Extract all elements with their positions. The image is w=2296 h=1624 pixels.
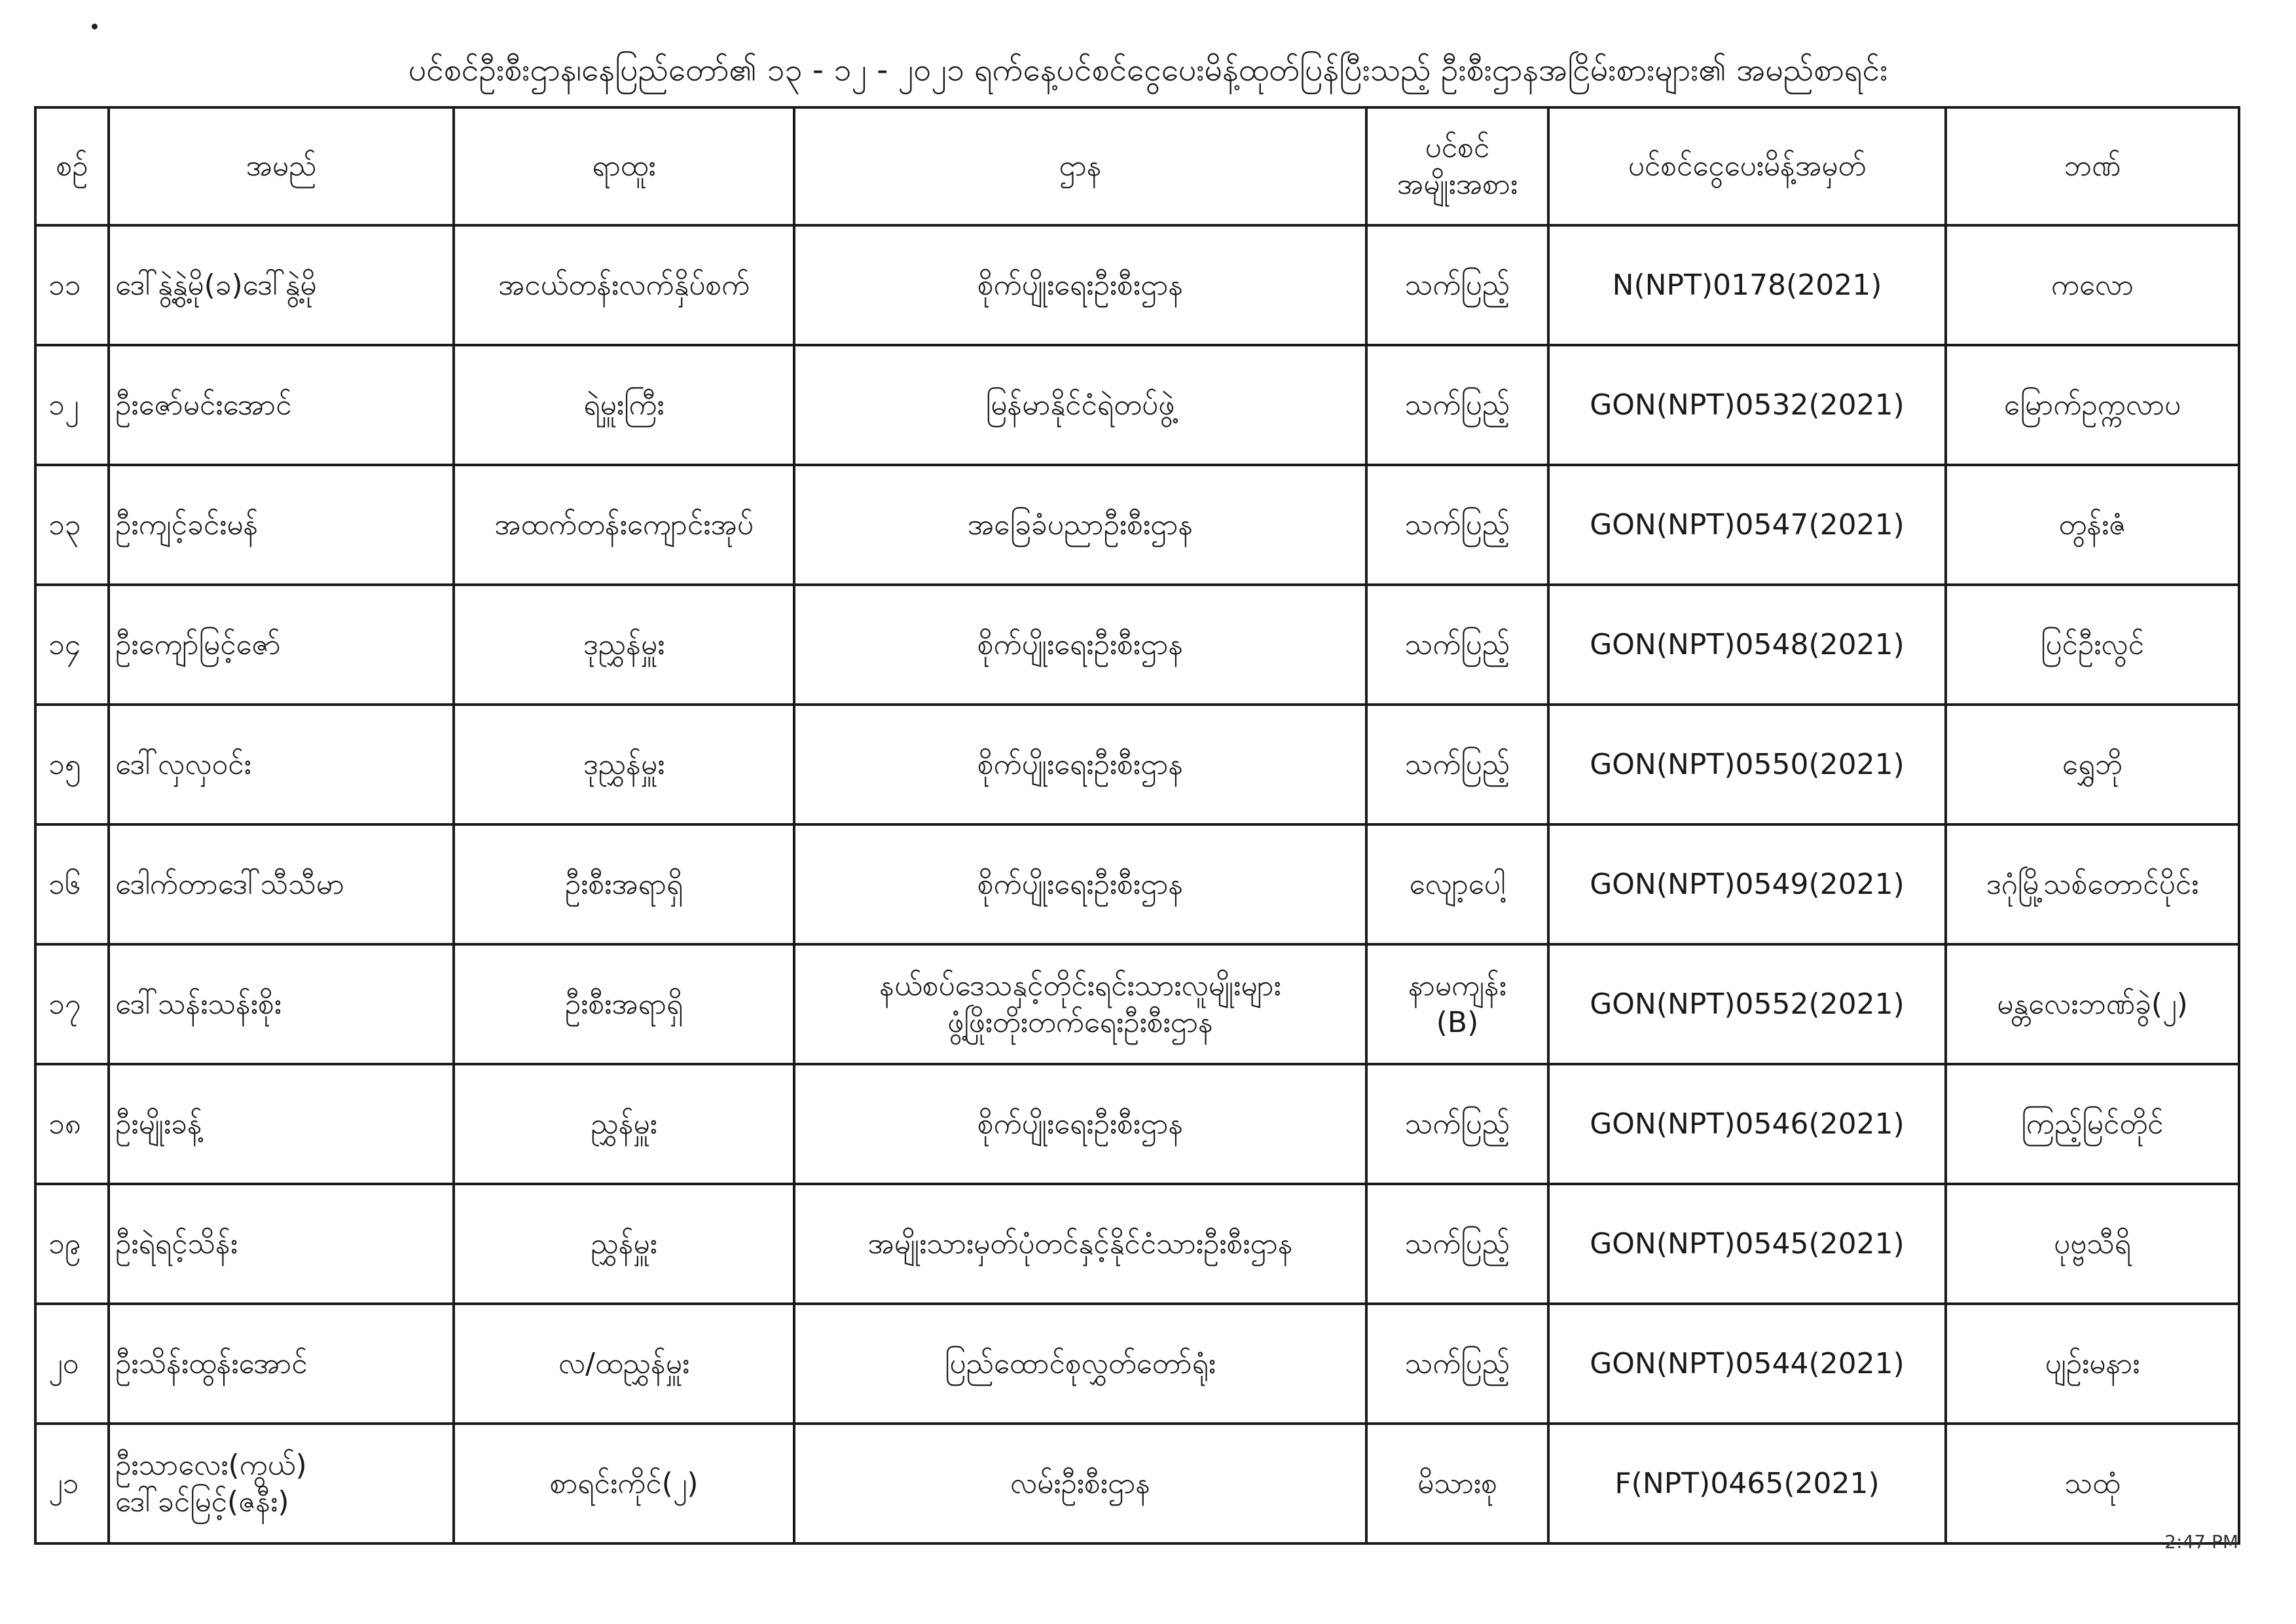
cell-no: ၁၁ [35, 225, 109, 345]
table-row [35, 824, 2239, 944]
department-line: နယ်စပ်ဒေသနှင့်တိုင်းရင်းသားလူမျိုးများ [879, 969, 1281, 1003]
cell-bank: တွန်းဇံ [1946, 465, 2239, 585]
department-line: စိုက်ပျိုးရေးဦးစီးဌာန [977, 747, 1184, 781]
cell-order-no: GON(NPT)0549(2021) [1548, 824, 1946, 944]
header-pension-type-line1: ပင်စင် [1425, 131, 1490, 164]
name-line-2: ဒေါ်ခင်မြင့်(ဇနီး) [115, 1485, 289, 1519]
table-row [35, 705, 2239, 824]
header-pension-type [1366, 107, 1548, 225]
cell-order-no: GON(NPT)0546(2021) [1548, 1064, 1946, 1184]
table-row [35, 585, 2239, 705]
header-no: စဉ် [35, 107, 109, 225]
name-line: ဒေါ်လှလှဝင်း [115, 747, 251, 781]
name-line: ဦးသာလေး(ကွယ်) [115, 1448, 307, 1482]
cell-department [794, 824, 1366, 944]
cell-no: ၁၄ [35, 585, 109, 705]
table-row [35, 944, 2239, 1064]
cell-rank: ဦးစီးအရာရှိ [454, 824, 794, 944]
header-order-no: ပင်စင်ငွေပေးမိန့်အမှတ် [1548, 107, 1946, 225]
cell-pension-type [1366, 1064, 1548, 1184]
pension-type-line: သက်ပြည့် [1404, 388, 1510, 422]
name-line: ဦးကျော်မြင့်ဇော် [115, 627, 281, 661]
cell-pension-type [1366, 1184, 1548, 1304]
cell-no: ၂၁ [35, 1424, 109, 1543]
pension-type-line: သက်ပြည့် [1404, 747, 1510, 781]
cell-pension-type [1366, 585, 1548, 705]
cell-department [794, 465, 1366, 585]
table-row [35, 1304, 2239, 1424]
pension-type-line: မိသားစု [1417, 1466, 1497, 1500]
table-row [35, 225, 2239, 345]
cell-name [109, 1424, 454, 1543]
cell-department [794, 1424, 1366, 1543]
cell-pension-type [1366, 225, 1548, 345]
pension-type-line: သက်ပြည့် [1404, 1346, 1510, 1380]
cell-order-no: GON(NPT)0544(2021) [1548, 1304, 1946, 1424]
pension-type-line: နာမကျန်း [1408, 969, 1506, 1003]
cell-bank: ပျဉ်းမနား [1946, 1304, 2239, 1424]
department-line: အခြေခံပညာဦးစီးဌာန [967, 507, 1194, 542]
cell-rank: ညွှန်မှူး [454, 1064, 794, 1184]
cell-rank: ရဲမှူးကြီး [454, 345, 794, 465]
name-line: ဒေါ်သန်းသန်းစိုး [115, 987, 282, 1021]
pension-type-line: လျော့ပေါ့ [1409, 867, 1506, 901]
cell-order-no: GON(NPT)0532(2021) [1548, 345, 1946, 465]
table-row [35, 345, 2239, 465]
scan-mark [92, 24, 98, 29]
cell-pension-type [1366, 824, 1548, 944]
header-pension-type-line2: အမျိုးအစား [1396, 168, 1518, 201]
cell-rank: ဒုညွှန်မှူး [454, 585, 794, 705]
department-line: စိုက်ပျိုးရေးဦးစီးဌာန [977, 268, 1184, 302]
cell-bank: ပြင်ဦးလွင် [1946, 585, 2239, 705]
name-line: ဦးရဲရင့်သိန်း [115, 1227, 238, 1261]
cell-rank: ဒုညွှန်မှူး [454, 705, 794, 824]
cell-bank: မန္တလေးဘဏ်ခွဲ(၂) [1946, 944, 2239, 1064]
department-line: အမျိုးသားမှတ်ပုံတင်နှင့်နိုင်ငံသားဦးစီးဌာန [867, 1227, 1293, 1261]
cell-department [794, 1184, 1366, 1304]
name-line: ဦးသိန်းထွန်းအောင် [115, 1346, 308, 1380]
cell-department [794, 1064, 1366, 1184]
cell-department [794, 225, 1366, 345]
cell-department [794, 705, 1366, 824]
cell-order-no: GON(NPT)0547(2021) [1548, 465, 1946, 585]
cell-order-no: N(NPT)0178(2021) [1548, 225, 1946, 345]
cell-no: ၁၃ [35, 465, 109, 585]
cell-bank: ပုဗ္ဗသီရိ [1946, 1184, 2239, 1304]
cell-rank: ဦးစီးအရာရှိ [454, 944, 794, 1064]
table-row [35, 465, 2239, 585]
cell-order-no: GON(NPT)0548(2021) [1548, 585, 1946, 705]
name-line: ဦးဇော်မင်းအောင် [115, 388, 292, 422]
name-line: ဒေါက်တာဒေါ်သီသီမာ [115, 867, 344, 901]
cell-pension-type [1366, 345, 1548, 465]
header-name: အမည် [109, 107, 454, 225]
cell-name [109, 824, 454, 944]
department-line-2: ဖွံ့ဖြိုးတိုးတက်ရေးဦးစီးဌာန [947, 1005, 1213, 1039]
cell-order-no: GON(NPT)0545(2021) [1548, 1184, 1946, 1304]
cell-name [109, 944, 454, 1064]
cell-bank: သထုံ [1946, 1424, 2239, 1543]
department-line: လမ်းဦးစီးဌာန [1010, 1466, 1151, 1500]
roster-body [35, 225, 2239, 1543]
cell-order-no: GON(NPT)0552(2021) [1548, 944, 1946, 1064]
cell-bank: မြောက်ဥက္ကလာပ [1946, 345, 2239, 465]
cell-pension-type [1366, 1424, 1548, 1543]
cell-pension-type [1366, 705, 1548, 824]
cell-order-no: F(NPT)0465(2021) [1548, 1424, 1946, 1543]
cell-bank: ကြည့်မြင်တိုင် [1946, 1064, 2239, 1184]
header-bank: ဘဏ် [1946, 107, 2239, 225]
cell-department [794, 345, 1366, 465]
department-line: ပြည်ထောင်စုလွှတ်တော်ရုံး [944, 1346, 1216, 1380]
pension-type-line: သက်ပြည့် [1404, 507, 1510, 542]
table-row [35, 1184, 2239, 1304]
pension-type-line: သက်ပြည့် [1404, 1107, 1510, 1141]
cell-no: ၁၂ [35, 345, 109, 465]
cell-rank: အငယ်တန်းလက်နှိပ်စက် [454, 225, 794, 345]
cell-name [109, 1184, 454, 1304]
cell-rank: လ/ထညွှန်မှူး [454, 1304, 794, 1424]
pension-type-line-2: (B) [1436, 1005, 1479, 1039]
cell-name [109, 705, 454, 824]
cell-department [794, 1304, 1366, 1424]
cell-no: ၁၇ [35, 944, 109, 1064]
department-line: စိုက်ပျိုးရေးဦးစီးဌာန [977, 867, 1184, 901]
cell-name [109, 225, 454, 345]
print-time: 2:47 PM [2164, 1531, 2238, 1553]
cell-bank: ရွှေဘို [1946, 705, 2239, 824]
cell-name [109, 585, 454, 705]
name-line: ဦးမျိုးခန့် [115, 1107, 202, 1141]
name-line: ဦးကျင့်ခင်းမန် [115, 507, 259, 542]
cell-no: ၁၉ [35, 1184, 109, 1304]
name-line: ဒေါ်နွဲ့နွဲ့မို(ခ)ဒေါ်နွဲ့မို [115, 268, 317, 302]
cell-no: ၁၆ [35, 824, 109, 944]
cell-pension-type [1366, 1304, 1548, 1424]
department-line: စိုက်ပျိုးရေးဦးစီးဌာန [977, 1107, 1184, 1141]
cell-name [109, 1304, 454, 1424]
pension-type-line: သက်ပြည့် [1404, 268, 1510, 302]
cell-name [109, 1064, 454, 1184]
cell-bank: ဒဂုံမြို့သစ်တောင်ပိုင်း [1946, 824, 2239, 944]
cell-rank: စာရင်းကိုင်(၂) [454, 1424, 794, 1543]
cell-rank: ညွှန်မှူး [454, 1184, 794, 1304]
cell-order-no: GON(NPT)0550(2021) [1548, 705, 1946, 824]
cell-rank: အထက်တန်းကျောင်းအုပ် [454, 465, 794, 585]
cell-pension-type [1366, 944, 1548, 1064]
cell-no: ၂၀ [35, 1304, 109, 1424]
cell-bank: ကလော [1946, 225, 2239, 345]
header-department: ဌာန [794, 107, 1366, 225]
header-row [35, 107, 2239, 225]
table-row [35, 1424, 2239, 1543]
cell-no: ၁၅ [35, 705, 109, 824]
cell-pension-type [1366, 465, 1548, 585]
page-title: ပင်စင်ဦးစီးဌာန၊နေပြည်တော်၏ ၁၃ - ၁၂ - ၂၀၂၁ ရက်နေ့ပင်စင်ငွေပေးမိန့်ထုတ်ပြန်ပြီးသည့် ဦးစီးဌာနအငြိမ်းစားများ၏ အမည်စာရင်း [408, 52, 1888, 88]
cell-no: ၁၈ [35, 1064, 109, 1184]
pension-type-line: သက်ပြည့် [1404, 627, 1510, 661]
cell-department [794, 944, 1366, 1064]
cell-department [794, 585, 1366, 705]
header-rank: ရာထူး [454, 107, 794, 225]
pension-type-line: သက်ပြည့် [1404, 1227, 1510, 1261]
cell-name [109, 465, 454, 585]
department-line: မြန်မာနိုင်ငံရဲတပ်ဖွဲ့ [985, 388, 1175, 422]
cell-name [109, 345, 454, 465]
table-row [35, 1064, 2239, 1184]
department-line: စိုက်ပျိုးရေးဦးစီးဌာန [977, 627, 1184, 661]
pension-roster-table [34, 106, 2240, 1545]
